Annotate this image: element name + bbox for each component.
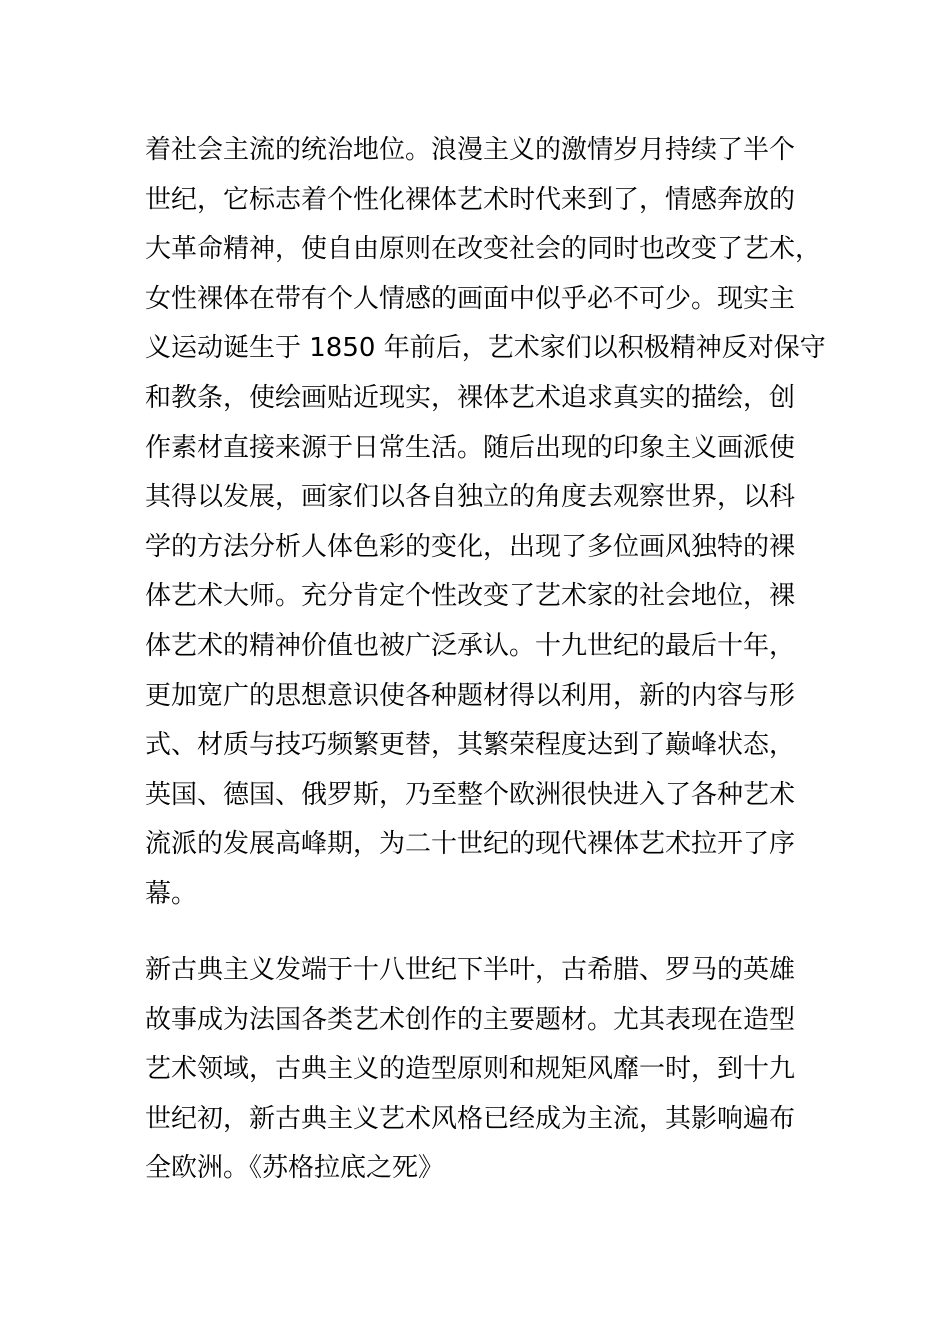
paragraph-line: 体艺术的精神价值也被广泛承认。十九世纪的最后十年，: [145, 630, 796, 661]
paragraph-line: 和教条，使绘画贴近现实，裸体艺术追求真实的描绘，创: [145, 382, 796, 413]
paragraph-line: 学的方法分析人体色彩的变化，出现了多位画风独特的裸: [145, 531, 796, 562]
paragraph-line: 式、材质与技巧频繁更替，其繁荣程度达到了巅峰状态，: [145, 730, 796, 761]
paragraph-line: 世纪初，新古典主义艺术风格已经成为主流，其影响遍布: [145, 1103, 796, 1134]
paragraph-line: 新古典主义发端于十八世纪下半叶，古希腊、罗马的英雄: [145, 955, 796, 985]
paragraph-2: [145, 946, 825, 1194]
paragraph-line: 世纪，它标志着个性化裸体艺术时代来到了，情感奔放的: [145, 184, 796, 215]
paragraph-line: 其得以发展，画家们以各自独立的角度去观察世界，以科: [145, 482, 796, 513]
paragraph-line: 流派的发展高峰期，为二十世纪的现代裸体艺术拉开了序: [145, 829, 796, 860]
paragraph-line: 体艺术大师。充分肯定个性改变了艺术家的社会地位，裸: [145, 581, 796, 612]
paragraph-line: 故事成为法国各类艺术创作的主要题材。尤其表现在造型: [145, 1004, 796, 1035]
paragraph-line: 更加宽广的思想意识使各种题材得以利用，新的内容与形: [145, 680, 796, 711]
paragraph-line: 着社会主流的统治地位。浪漫主义的激情岁月持续了半个: [145, 135, 796, 165]
paragraph-line: 作素材直接来源于日常生活。随后出现的印象主义画派使: [145, 432, 796, 463]
paragraph-line: 大革命精神，使自由原则在改变社会的同时也改变了艺术，: [145, 234, 822, 265]
paragraph-line: 义运动诞生于 1850 年前后，艺术家们以积极精神反对保守: [145, 333, 826, 364]
paragraph-line: 幕。: [145, 878, 198, 909]
paragraph-line: 英国、德国、俄罗斯，乃至整个欧洲很快进入了各种艺术: [145, 779, 796, 810]
paragraph-line: 女性裸体在带有个人情感的画面中似乎必不可少。现实主: [145, 283, 796, 314]
paragraph-line: 艺术领域，古典主义的造型原则和规矩风靡一时，到十九: [145, 1054, 796, 1085]
paragraph-1: [145, 126, 825, 920]
paragraph-line: 全欧洲。《苏格拉底之死》: [145, 1153, 445, 1184]
